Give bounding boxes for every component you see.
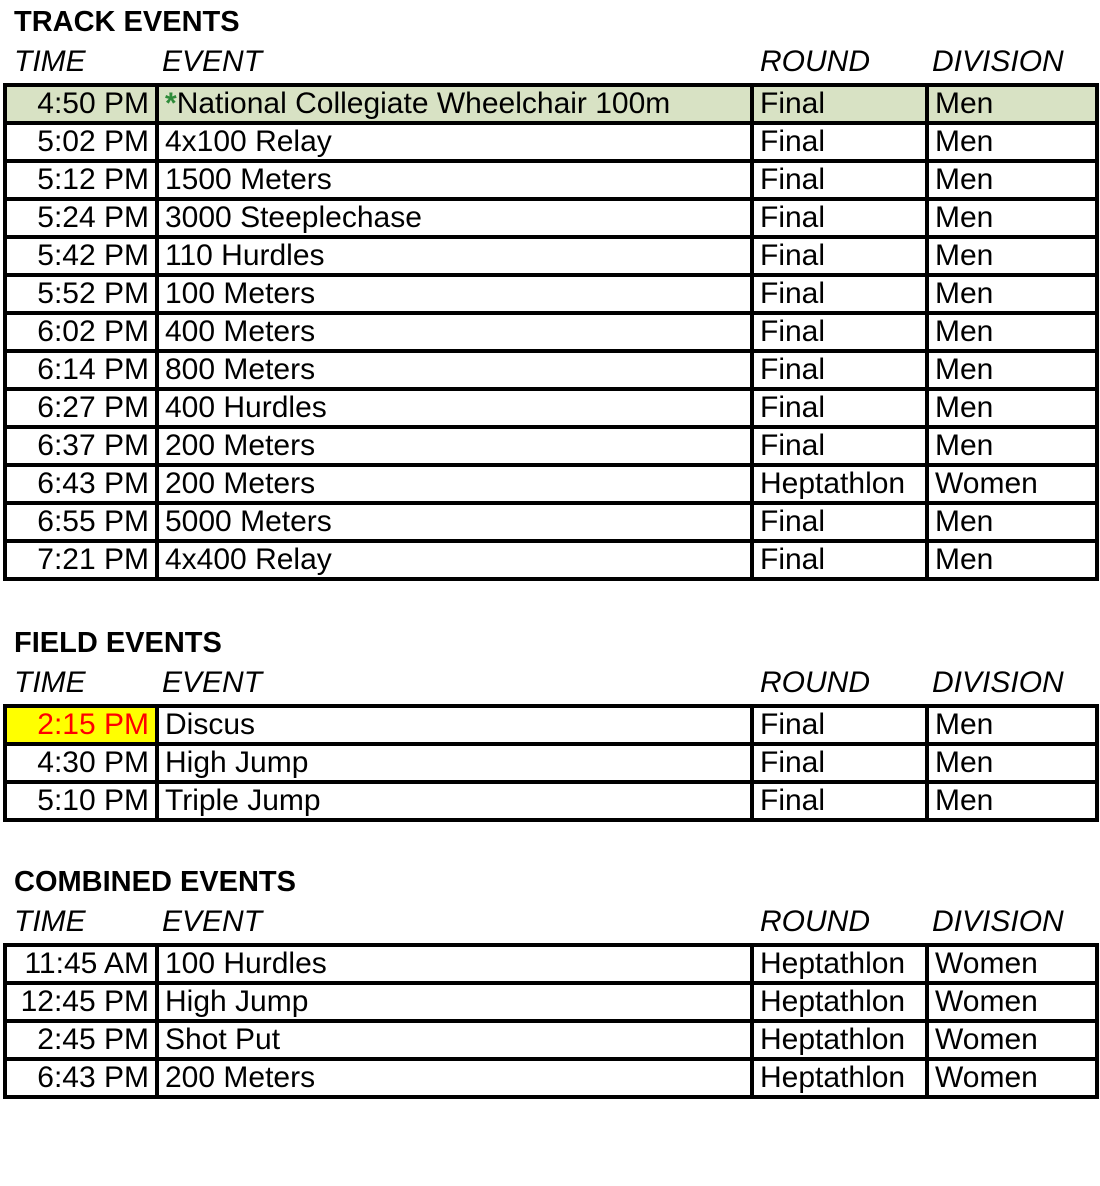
event-cell: High Jump: [157, 983, 752, 1021]
schedule-row: [5, 706, 1097, 744]
round-cell: Heptathlon: [752, 1021, 927, 1059]
round-cell: Final: [752, 389, 927, 427]
schedule-row: [5, 85, 1097, 123]
combined-events-title: COMBINED EVENTS: [14, 866, 296, 898]
schedule-row: [5, 945, 1097, 983]
round-cell: Final: [752, 503, 927, 541]
column-header-division: DIVISION: [932, 666, 1064, 699]
column-header-time: TIME: [14, 666, 86, 699]
event-cell: Triple Jump: [157, 782, 752, 820]
event-cell: 5000 Meters: [157, 503, 752, 541]
round-cell: Final: [752, 744, 927, 782]
round-cell: Final: [752, 427, 927, 465]
division-cell: Men: [927, 541, 1097, 579]
schedule-row: [5, 351, 1097, 389]
track-events-table: [3, 83, 1099, 581]
schedule-row: [5, 983, 1097, 1021]
schedule-row: [5, 744, 1097, 782]
division-cell: Men: [927, 389, 1097, 427]
time-cell: 6:55 PM: [5, 503, 157, 541]
schedule-row: [5, 427, 1097, 465]
event-cell: 200 Meters: [157, 465, 752, 503]
event-cell: 4x400 Relay: [157, 541, 752, 579]
column-header-event: EVENT: [162, 45, 263, 78]
event-cell: Discus: [157, 706, 752, 744]
division-cell: Men: [927, 237, 1097, 275]
round-cell: Final: [752, 123, 927, 161]
division-cell: Women: [927, 983, 1097, 1021]
division-cell: Men: [927, 313, 1097, 351]
column-header-division: DIVISION: [932, 905, 1064, 938]
event-cell: 100 Meters: [157, 275, 752, 313]
division-cell: Men: [927, 123, 1097, 161]
round-cell: Final: [752, 85, 927, 123]
time-cell: 6:43 PM: [5, 465, 157, 503]
column-header-round: ROUND: [760, 45, 870, 78]
schedule-row: [5, 465, 1097, 503]
division-cell: Men: [927, 85, 1097, 123]
round-cell: Heptathlon: [752, 945, 927, 983]
time-cell: 2:15 PM: [5, 706, 157, 744]
time-cell: 5:24 PM: [5, 199, 157, 237]
combined-events-column-headers: [3, 904, 1100, 939]
event-cell: 200 Meters: [157, 427, 752, 465]
division-cell: Men: [927, 199, 1097, 237]
event-cell: 200 Meters: [157, 1059, 752, 1097]
round-cell: Final: [752, 161, 927, 199]
schedule-row: [5, 1021, 1097, 1059]
schedule-row: [5, 161, 1097, 199]
event-cell: 1500 Meters: [157, 161, 752, 199]
column-header-event: EVENT: [162, 905, 263, 938]
column-header-round: ROUND: [760, 905, 870, 938]
round-cell: Final: [752, 275, 927, 313]
division-cell: Men: [927, 503, 1097, 541]
time-cell: 4:50 PM: [5, 85, 157, 123]
division-cell: Women: [927, 945, 1097, 983]
event-cell: Shot Put: [157, 1021, 752, 1059]
schedule-row: [5, 782, 1097, 820]
column-header-event: EVENT: [162, 666, 263, 699]
division-cell: Men: [927, 275, 1097, 313]
column-header-time: TIME: [14, 45, 86, 78]
round-cell: Heptathlon: [752, 465, 927, 503]
time-cell: 5:02 PM: [5, 123, 157, 161]
asterisk-marker: *: [165, 87, 177, 120]
event-cell: 110 Hurdles: [157, 237, 752, 275]
column-header-round: ROUND: [760, 666, 870, 699]
event-cell: 100 Hurdles: [157, 945, 752, 983]
field-events-table: [3, 704, 1099, 822]
division-cell: Men: [927, 706, 1097, 744]
round-cell: Final: [752, 237, 927, 275]
event-cell: 4x100 Relay: [157, 123, 752, 161]
division-cell: Men: [927, 427, 1097, 465]
time-cell: 11:45 AM: [5, 945, 157, 983]
schedule-row: [5, 275, 1097, 313]
time-cell: 5:10 PM: [5, 782, 157, 820]
time-cell: 6:27 PM: [5, 389, 157, 427]
schedule-row: [5, 237, 1097, 275]
division-cell: Women: [927, 1021, 1097, 1059]
track-events-column-headers: [3, 44, 1100, 79]
division-cell: Men: [927, 744, 1097, 782]
time-cell: 7:21 PM: [5, 541, 157, 579]
event-cell: *National Collegiate Wheelchair 100m: [157, 85, 752, 123]
round-cell: Final: [752, 313, 927, 351]
combined-events-table: [3, 943, 1099, 1099]
event-cell: 400 Hurdles: [157, 389, 752, 427]
schedule-row: [5, 541, 1097, 579]
schedule-row: [5, 123, 1097, 161]
column-header-division: DIVISION: [932, 45, 1064, 78]
time-cell: 5:42 PM: [5, 237, 157, 275]
event-cell: 800 Meters: [157, 351, 752, 389]
division-cell: Women: [927, 1059, 1097, 1097]
division-cell: Men: [927, 161, 1097, 199]
division-cell: Women: [927, 465, 1097, 503]
round-cell: Final: [752, 541, 927, 579]
schedule-row: [5, 389, 1097, 427]
round-cell: Final: [752, 782, 927, 820]
time-cell: 4:30 PM: [5, 744, 157, 782]
time-cell: 5:52 PM: [5, 275, 157, 313]
field-events-title: FIELD EVENTS: [14, 627, 222, 659]
division-cell: Men: [927, 782, 1097, 820]
division-cell: Men: [927, 351, 1097, 389]
round-cell: Heptathlon: [752, 1059, 927, 1097]
time-cell: 6:43 PM: [5, 1059, 157, 1097]
round-cell: Final: [752, 351, 927, 389]
schedule-row: [5, 503, 1097, 541]
event-cell: 400 Meters: [157, 313, 752, 351]
schedule-row: [5, 313, 1097, 351]
time-cell: 12:45 PM: [5, 983, 157, 1021]
time-cell: 6:02 PM: [5, 313, 157, 351]
schedule-row: [5, 199, 1097, 237]
field-events-column-headers: [3, 665, 1100, 700]
event-cell: 3000 Steeplechase: [157, 199, 752, 237]
column-header-time: TIME: [14, 905, 86, 938]
schedule-row: [5, 1059, 1097, 1097]
time-cell: 6:14 PM: [5, 351, 157, 389]
event-cell: High Jump: [157, 744, 752, 782]
time-cell: 6:37 PM: [5, 427, 157, 465]
time-cell: 2:45 PM: [5, 1021, 157, 1059]
round-cell: Heptathlon: [752, 983, 927, 1021]
track-events-title: TRACK EVENTS: [14, 6, 240, 38]
round-cell: Final: [752, 706, 927, 744]
time-cell: 5:12 PM: [5, 161, 157, 199]
round-cell: Final: [752, 199, 927, 237]
